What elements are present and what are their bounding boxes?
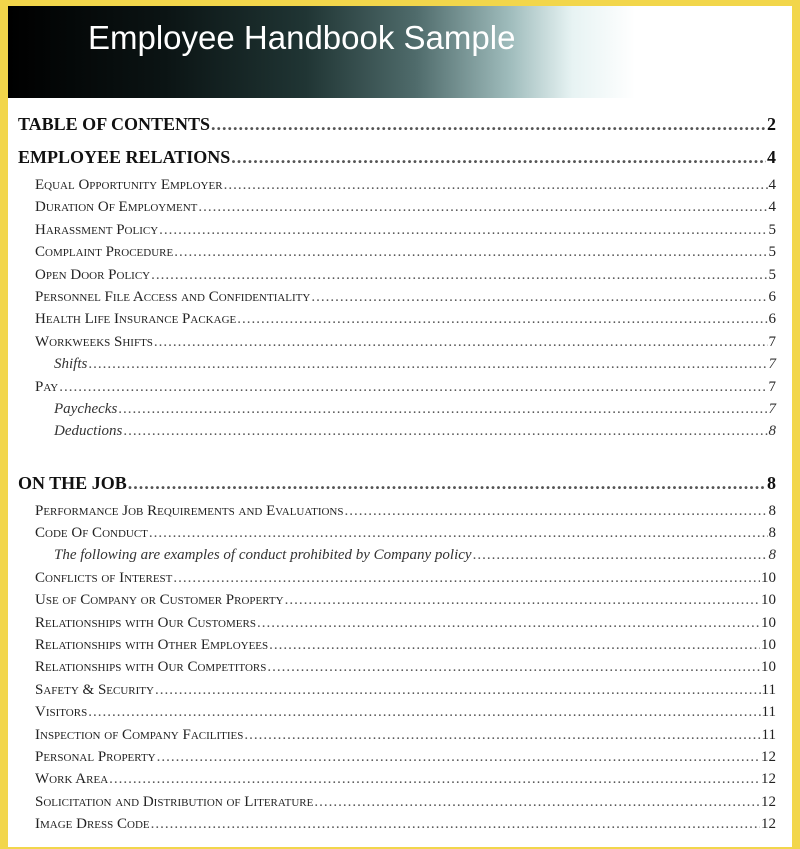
toc-entry[interactable] [18, 791, 776, 813]
dot-leader [267, 656, 760, 678]
toc-entry-label: Personnel File Access and Confidentiality [35, 288, 311, 305]
toc-entry-label: Personal Property [35, 748, 156, 765]
toc-entry-page: 2 [767, 114, 776, 134]
toc-entry-page: 10 [761, 614, 776, 631]
toc-entry-label: Visitors [35, 704, 88, 721]
toc-entry-page: 8 [768, 423, 776, 440]
dot-leader [198, 196, 767, 218]
toc-subentry[interactable] [18, 420, 776, 442]
toc-entry-label: Image Dress Code [35, 816, 150, 833]
dot-leader [314, 791, 760, 813]
toc-entry[interactable] [18, 656, 776, 678]
dot-leader [159, 219, 767, 241]
toc-entry-page: 7 [768, 333, 776, 350]
toc-entry-page: 11 [761, 704, 776, 721]
toc-entry-label: Open Door Policy [35, 266, 151, 283]
dot-leader [88, 353, 767, 375]
toc-entry-page: 6 [768, 288, 776, 305]
toc-entry-page: 8 [768, 547, 776, 564]
toc-entry-label: Relationships with Other Employees [35, 637, 269, 654]
toc-entry-label: Deductions [54, 423, 123, 440]
dot-leader [128, 467, 766, 500]
toc-entry[interactable] [18, 264, 776, 286]
toc-entry-page: 11 [761, 726, 776, 743]
toc-entry-label: Solicitation and Distribution of Literature [35, 793, 314, 810]
toc-entry-page: 5 [768, 266, 776, 283]
toc-entry-page: 5 [768, 221, 776, 238]
toc-entry-label: EMPLOYEE RELATIONS [18, 147, 231, 167]
dot-leader [118, 398, 767, 420]
dot-leader [88, 701, 760, 723]
header-banner [8, 6, 792, 98]
toc-heading-employee-relations[interactable] [18, 141, 776, 174]
toc-entry[interactable] [18, 522, 776, 544]
toc-entry-page: 12 [761, 748, 776, 765]
dot-leader [473, 544, 768, 566]
document-title: Employee Handbook Sample [88, 19, 516, 56]
toc-entry[interactable] [18, 634, 776, 656]
toc-entry[interactable] [18, 500, 776, 522]
toc-entry-page: 11 [761, 681, 776, 698]
toc-entry-label: Conflicts of Interest [35, 569, 173, 586]
dot-leader [154, 331, 768, 353]
toc-entry-page: 8 [767, 472, 776, 493]
dot-leader [231, 141, 766, 174]
toc-entry-page: 7 [768, 400, 776, 417]
toc-entry-page: 4 [768, 199, 776, 216]
toc-entry[interactable] [18, 813, 776, 835]
dot-leader [224, 174, 768, 196]
table-of-contents [18, 108, 776, 836]
dot-leader [244, 724, 760, 746]
dot-leader [157, 746, 760, 768]
toc-heading-table-of-contents[interactable] [18, 108, 776, 141]
toc-entry-page: 10 [761, 569, 776, 586]
toc-entry-page: 8 [768, 502, 776, 519]
dot-leader [109, 768, 760, 790]
toc-entry-page: 4 [767, 147, 776, 167]
toc-entry-label: Relationships with Our Competitors [35, 659, 267, 676]
toc-entry[interactable] [18, 196, 776, 218]
toc-entry-page: 10 [761, 659, 776, 676]
toc-entry-label: Code Of Conduct [35, 525, 148, 542]
toc-subentry[interactable] [18, 353, 776, 375]
toc-entry-label: TABLE OF CONTENTS [18, 114, 211, 134]
toc-entry[interactable] [18, 701, 776, 723]
toc-entry-label: Relationships with Our Customers [35, 614, 256, 631]
toc-entry-page: 10 [761, 637, 776, 654]
toc-entry[interactable] [18, 567, 776, 589]
toc-entry[interactable] [18, 679, 776, 701]
dot-leader [311, 286, 767, 308]
toc-entry-page: 10 [761, 592, 776, 609]
toc-entry-label: Complaint Procedure [35, 244, 174, 261]
toc-subentry[interactable] [18, 398, 776, 420]
toc-entry[interactable] [18, 174, 776, 196]
toc-entry-label: Pay [35, 378, 59, 395]
dot-leader [123, 420, 767, 442]
toc-entry-label: Performance Job Requirements and Evaluations [35, 502, 344, 519]
toc-entry[interactable] [18, 219, 776, 241]
toc-entry-label: ON THE JOB [18, 472, 127, 493]
dot-leader [237, 308, 767, 330]
toc-entry[interactable] [18, 768, 776, 790]
dot-leader [174, 241, 767, 263]
toc-entry-label: Harassment Policy [35, 221, 159, 238]
toc-entry-label: Equal Opportunity Employer [35, 177, 223, 193]
dot-leader [345, 500, 768, 522]
toc-entry[interactable] [18, 612, 776, 634]
toc-entry-label: Paychecks [54, 400, 118, 417]
toc-entry-label: Inspection of Company Facilities [35, 726, 244, 743]
dot-leader [285, 589, 760, 611]
toc-entry-label: Use of Company or Customer Property [35, 592, 284, 609]
toc-entry-page: 6 [768, 311, 776, 328]
toc-entry-page: 8 [768, 525, 776, 542]
section-spacer [18, 443, 776, 467]
dot-leader [211, 108, 766, 141]
toc-heading-on-the-job[interactable] [18, 467, 776, 500]
toc-entry-label: Shifts [54, 356, 88, 373]
toc-entry[interactable] [18, 331, 776, 353]
toc-entry-page: 7 [768, 378, 776, 395]
toc-subentry[interactable] [18, 544, 776, 566]
toc-entry-label: Health Life Insurance Package [35, 311, 237, 328]
dot-leader [59, 376, 767, 398]
toc-entry-page: 12 [761, 816, 776, 833]
toc-entry-page: 7 [768, 356, 776, 373]
toc-entry-page: 12 [761, 793, 776, 810]
dot-leader [151, 264, 767, 286]
toc-entry-page: 5 [768, 244, 776, 261]
toc-entry[interactable] [18, 308, 776, 330]
toc-entry[interactable] [18, 376, 776, 398]
toc-entry-label: The following are examples of conduct prohibited by Company policy [54, 547, 472, 564]
toc-entry[interactable] [18, 724, 776, 746]
toc-entry[interactable] [18, 286, 776, 308]
toc-entry-label: Work Area [35, 771, 109, 788]
toc-entry[interactable] [18, 241, 776, 263]
toc-entry-page: 4 [768, 177, 776, 193]
dot-leader [151, 813, 760, 835]
dot-leader [269, 634, 760, 656]
dot-leader [173, 567, 760, 589]
dot-leader [257, 612, 760, 634]
toc-entry[interactable] [18, 746, 776, 768]
toc-entry-label: Workweeks Shifts [35, 333, 153, 350]
toc-entry-label: Duration Of Employment [35, 199, 198, 216]
dot-leader [155, 679, 761, 701]
toc-entry-label: Safety & Security [35, 681, 154, 698]
toc-entry[interactable] [18, 589, 776, 611]
toc-entry-page: 12 [761, 771, 776, 788]
dot-leader [149, 522, 768, 544]
document-page [8, 6, 792, 847]
